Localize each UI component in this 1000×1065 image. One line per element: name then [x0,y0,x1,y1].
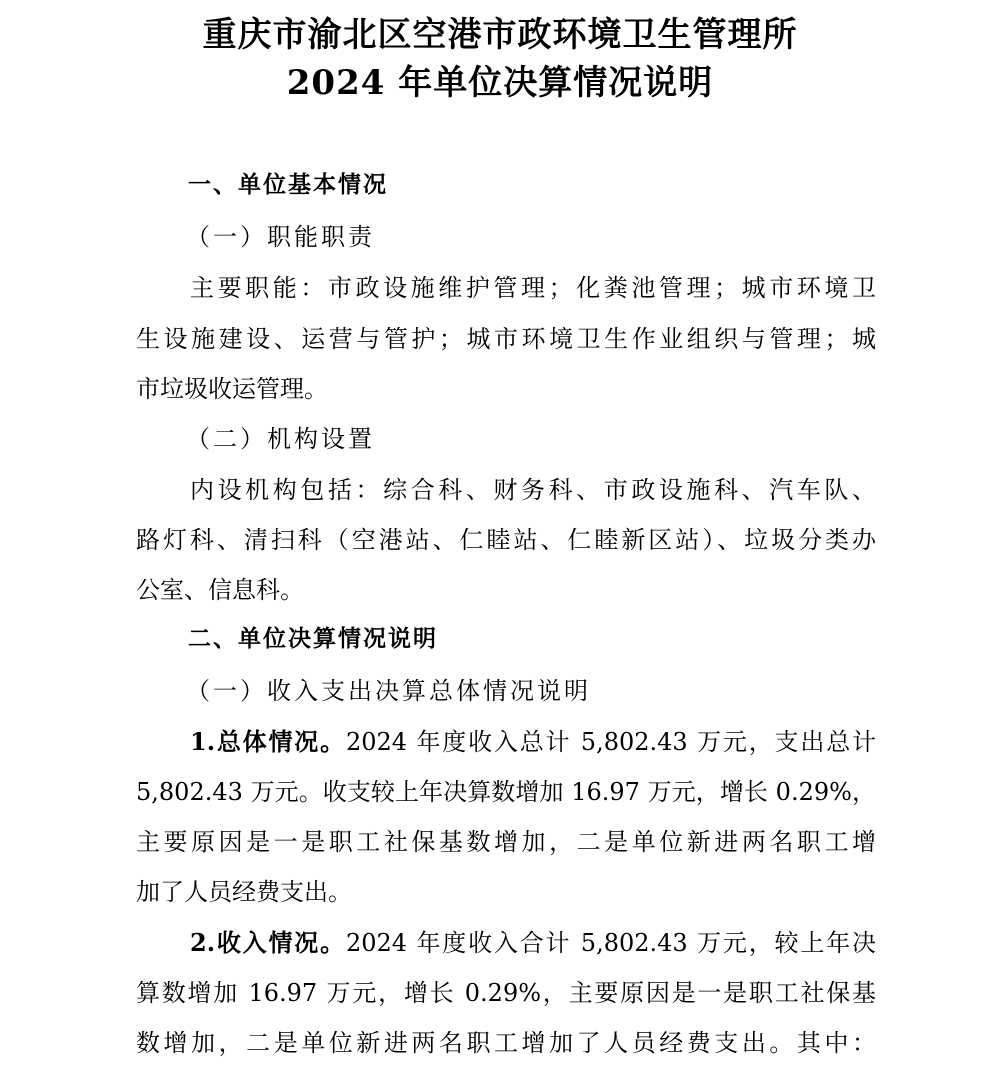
paragraph-line: 主要原因是一是职工社保基数增加，二是单位新进两名职工增 [136,828,876,856]
paragraph-line: 市垃圾收运管理。 [136,375,328,403]
paragraph-lead: 1.总体情况。 [190,727,346,756]
paragraph-line: 路灯科、清扫科（空港站、仁睦站、仁睦新区站）、垃圾分类办 [136,526,876,554]
paragraph-line: 5,802.43 万元。收支较上年决算数增加 16.97 万元，增长 0.29%， [136,778,876,806]
subheading-income-expense-overview: （一）收入支出决算总体情况说明 [186,677,591,705]
paragraph-lead: 2.收入情况。 [190,928,346,957]
section-heading-final-accounts: 二、单位决算情况说明 [188,626,438,652]
paragraph-line-with-lead [190,725,876,759]
document-title-line2: 2024 年单位决算情况说明 [286,63,714,103]
paragraph-text: 2024 年度收入合计 5,802.43 万元，较上年决 [345,929,877,957]
paragraph-line: 主要职能：市政设施维护管理；化粪池管理；城市环境卫 [190,274,876,302]
subheading-functions: （一）职能职责 [186,223,375,251]
paragraph-line: 生设施建设、运营与管护；城市环境卫生作业组织与管理；城 [136,325,876,353]
paragraph-line: 数增加，二是单位新进两名职工增加了人员经费支出。其中： [136,1029,876,1057]
paragraph-line: 加了人员经费支出。 [136,878,352,906]
subheading-organization: （二）机构设置 [186,425,375,453]
document-title-line1: 重庆市渝北区空港市政环境卫生管理所 [202,15,798,55]
paragraph-line: 算数增加 16.97 万元，增长 0.29%，主要原因是一是职工社保基 [136,979,876,1007]
section-heading-basic-info: 一、单位基本情况 [188,172,388,198]
paragraph-text: 2024 年度收入总计 5,802.43 万元，支出总计 [345,728,877,756]
paragraph-line: 内设机构包括：综合科、财务科、市政设施科、汽车队、 [190,476,876,504]
paragraph-line: 公室、信息科。 [136,576,304,604]
paragraph-line-with-lead [190,926,876,960]
